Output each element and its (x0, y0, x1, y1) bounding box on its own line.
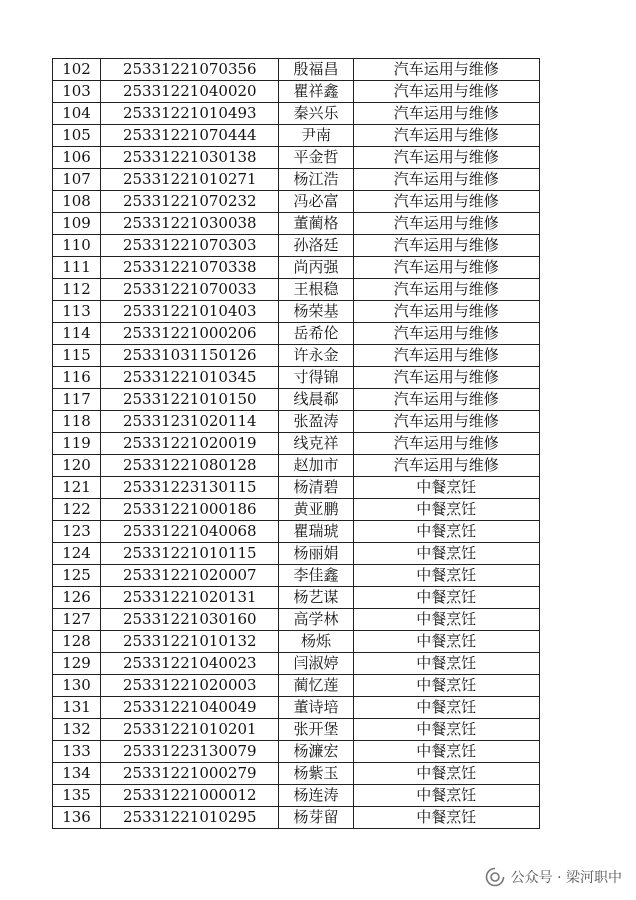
student-name-cell: 杨荣基 (279, 301, 353, 323)
student-id-cell: 25331231020114 (101, 411, 279, 433)
major-cell: 汽车运用与维修 (353, 103, 539, 125)
student-name-cell: 孙洛廷 (279, 235, 353, 257)
student-id-cell: 25331221040023 (101, 653, 279, 675)
row-number-cell: 123 (53, 521, 101, 543)
student-name-cell: 杨丽娟 (279, 543, 353, 565)
student-name-cell: 尚丙强 (279, 257, 353, 279)
student-name-cell: 杨紫玉 (279, 763, 353, 785)
major-cell: 汽车运用与维修 (353, 191, 539, 213)
row-number-cell: 114 (53, 323, 101, 345)
watermark (485, 866, 622, 888)
row-number-cell: 118 (53, 411, 101, 433)
student-id-cell: 25331221040020 (101, 81, 279, 103)
table-row (53, 125, 540, 147)
major-cell: 中餐烹饪 (353, 653, 539, 675)
table-row (53, 455, 540, 477)
student-name-cell: 许永金 (279, 345, 353, 367)
student-id-cell: 25331221080128 (101, 455, 279, 477)
row-number-cell: 106 (53, 147, 101, 169)
major-cell: 中餐烹饪 (353, 631, 539, 653)
table-row (53, 323, 540, 345)
student-name-cell: 闫淑婷 (279, 653, 353, 675)
major-cell: 中餐烹饪 (353, 697, 539, 719)
major-cell: 中餐烹饪 (353, 785, 539, 807)
student-id-cell: 25331221030038 (101, 213, 279, 235)
major-cell: 中餐烹饪 (353, 543, 539, 565)
watermark-text: 公众号 · 梁河职中 (510, 870, 622, 886)
table-row (53, 675, 540, 697)
table-row (53, 785, 540, 807)
student-id-cell: 25331223130115 (101, 477, 279, 499)
student-id-cell: 25331221010150 (101, 389, 279, 411)
major-cell: 汽车运用与维修 (353, 433, 539, 455)
student-name-cell: 李佳鑫 (279, 565, 353, 587)
row-number-cell: 126 (53, 587, 101, 609)
table-row (53, 565, 540, 587)
table-row (53, 59, 540, 81)
major-cell: 汽车运用与维修 (353, 257, 539, 279)
row-number-cell: 122 (53, 499, 101, 521)
row-number-cell: 129 (53, 653, 101, 675)
major-cell: 汽车运用与维修 (353, 301, 539, 323)
student-name-cell: 杨芽留 (279, 807, 353, 829)
student-id-cell: 25331221020131 (101, 587, 279, 609)
table-row (53, 631, 540, 653)
major-cell: 汽车运用与维修 (353, 235, 539, 257)
major-cell: 汽车运用与维修 (353, 345, 539, 367)
student-name-cell: 董诗培 (279, 697, 353, 719)
student-name-cell: 高学林 (279, 609, 353, 631)
table-body (53, 59, 540, 829)
major-cell: 汽车运用与维修 (353, 455, 539, 477)
major-cell: 中餐烹饪 (353, 763, 539, 785)
row-number-cell: 133 (53, 741, 101, 763)
major-cell: 中餐烹饪 (353, 499, 539, 521)
student-id-cell: 25331221070338 (101, 257, 279, 279)
student-name-cell: 张开堡 (279, 719, 353, 741)
table-row (53, 543, 540, 565)
row-number-cell: 134 (53, 763, 101, 785)
student-name-cell: 瞿瑞琥 (279, 521, 353, 543)
row-number-cell: 104 (53, 103, 101, 125)
major-cell: 汽车运用与维修 (353, 279, 539, 301)
student-name-cell: 杨濂宏 (279, 741, 353, 763)
student-id-cell: 25331221020007 (101, 565, 279, 587)
student-id-cell: 25331221000012 (101, 785, 279, 807)
student-id-cell: 25331221030160 (101, 609, 279, 631)
student-name-cell: 瞿祥鑫 (279, 81, 353, 103)
table-row (53, 499, 540, 521)
row-number-cell: 125 (53, 565, 101, 587)
table-row (53, 257, 540, 279)
student-id-cell: 25331221070303 (101, 235, 279, 257)
student-id-cell: 25331221010493 (101, 103, 279, 125)
table-row (53, 521, 540, 543)
major-cell: 汽车运用与维修 (353, 169, 539, 191)
student-name-cell: 殷福昌 (279, 59, 353, 81)
table-row (53, 147, 540, 169)
major-cell: 中餐烹饪 (353, 609, 539, 631)
table-row (53, 235, 540, 257)
table-row (53, 103, 540, 125)
row-number-cell: 108 (53, 191, 101, 213)
row-number-cell: 128 (53, 631, 101, 653)
row-number-cell: 112 (53, 279, 101, 301)
student-name-cell: 杨清碧 (279, 477, 353, 499)
student-id-cell: 25331221070444 (101, 125, 279, 147)
row-number-cell: 116 (53, 367, 101, 389)
table-row (53, 477, 540, 499)
table-row (53, 609, 540, 631)
student-name-cell: 蔺忆莲 (279, 675, 353, 697)
student-id-cell: 25331223130079 (101, 741, 279, 763)
row-number-cell: 130 (53, 675, 101, 697)
wechat-official-account-icon (485, 867, 505, 887)
student-name-cell: 杨连涛 (279, 785, 353, 807)
major-cell: 汽车运用与维修 (353, 147, 539, 169)
table-row (53, 191, 540, 213)
table-row (53, 763, 540, 785)
table-row (53, 433, 540, 455)
student-name-cell: 杨艺谋 (279, 587, 353, 609)
row-number-cell: 115 (53, 345, 101, 367)
table-row (53, 301, 540, 323)
major-cell: 中餐烹饪 (353, 521, 539, 543)
student-id-cell: 25331221040068 (101, 521, 279, 543)
student-name-cell: 秦兴乐 (279, 103, 353, 125)
student-name-cell: 线克祥 (279, 433, 353, 455)
table-row (53, 367, 540, 389)
major-cell: 汽车运用与维修 (353, 59, 539, 81)
table-row (53, 807, 540, 829)
student-name-cell: 平金哲 (279, 147, 353, 169)
row-number-cell: 103 (53, 81, 101, 103)
major-cell: 汽车运用与维修 (353, 213, 539, 235)
student-id-cell: 25331221040049 (101, 697, 279, 719)
student-name-cell: 张盈涛 (279, 411, 353, 433)
table-row (53, 697, 540, 719)
table-row (53, 169, 540, 191)
table-row (53, 389, 540, 411)
student-id-cell: 25331221070356 (101, 59, 279, 81)
student-id-cell: 25331221030138 (101, 147, 279, 169)
row-number-cell: 113 (53, 301, 101, 323)
table-row (53, 213, 540, 235)
row-number-cell: 109 (53, 213, 101, 235)
row-number-cell: 132 (53, 719, 101, 741)
row-number-cell: 107 (53, 169, 101, 191)
major-cell: 汽车运用与维修 (353, 367, 539, 389)
row-number-cell: 135 (53, 785, 101, 807)
major-cell: 中餐烹饪 (353, 565, 539, 587)
row-number-cell: 117 (53, 389, 101, 411)
table-row (53, 81, 540, 103)
row-number-cell: 136 (53, 807, 101, 829)
major-cell: 中餐烹饪 (353, 719, 539, 741)
major-cell: 汽车运用与维修 (353, 411, 539, 433)
student-name-cell: 寸得锦 (279, 367, 353, 389)
student-id-cell: 25331221010132 (101, 631, 279, 653)
student-name-cell: 王根稳 (279, 279, 353, 301)
major-cell: 汽车运用与维修 (353, 81, 539, 103)
student-id-cell: 25331221010201 (101, 719, 279, 741)
major-cell: 汽车运用与维修 (353, 125, 539, 147)
table-row (53, 411, 540, 433)
table-row (53, 653, 540, 675)
row-number-cell: 105 (53, 125, 101, 147)
student-id-cell: 25331221020019 (101, 433, 279, 455)
student-id-cell: 25331221010115 (101, 543, 279, 565)
student-id-cell: 25331221010271 (101, 169, 279, 191)
student-name-cell: 冯必富 (279, 191, 353, 213)
major-cell: 汽车运用与维修 (353, 323, 539, 345)
student-id-cell: 25331221000206 (101, 323, 279, 345)
major-cell: 中餐烹饪 (353, 477, 539, 499)
student-id-cell: 25331221070033 (101, 279, 279, 301)
major-cell: 中餐烹饪 (353, 807, 539, 829)
row-number-cell: 110 (53, 235, 101, 257)
student-name-cell: 杨江浩 (279, 169, 353, 191)
table-row (53, 345, 540, 367)
student-id-cell: 25331221000186 (101, 499, 279, 521)
student-id-cell: 25331031150126 (101, 345, 279, 367)
row-number-cell: 127 (53, 609, 101, 631)
student-name-cell: 黄亚鹏 (279, 499, 353, 521)
student-name-cell: 杨烁 (279, 631, 353, 653)
row-number-cell: 119 (53, 433, 101, 455)
table-row (53, 587, 540, 609)
student-id-cell: 25331221070232 (101, 191, 279, 213)
row-number-cell: 131 (53, 697, 101, 719)
student-name-cell: 赵加市 (279, 455, 353, 477)
student-name-cell: 岳希伦 (279, 323, 353, 345)
student-name-cell: 尹南 (279, 125, 353, 147)
row-number-cell: 124 (53, 543, 101, 565)
student-list-table (52, 58, 540, 829)
row-number-cell: 102 (53, 59, 101, 81)
student-id-cell: 25331221010345 (101, 367, 279, 389)
major-cell: 中餐烹饪 (353, 587, 539, 609)
row-number-cell: 111 (53, 257, 101, 279)
student-name-cell: 董蔺格 (279, 213, 353, 235)
student-id-cell: 25331221010403 (101, 301, 279, 323)
table-row (53, 741, 540, 763)
table-row (53, 279, 540, 301)
major-cell: 汽车运用与维修 (353, 389, 539, 411)
row-number-cell: 121 (53, 477, 101, 499)
major-cell: 中餐烹饪 (353, 741, 539, 763)
student-id-cell: 25331221020003 (101, 675, 279, 697)
major-cell: 中餐烹饪 (353, 675, 539, 697)
table-row (53, 719, 540, 741)
student-id-cell: 25331221010295 (101, 807, 279, 829)
row-number-cell: 120 (53, 455, 101, 477)
student-id-cell: 25331221000279 (101, 763, 279, 785)
student-name-cell: 线晨郗 (279, 389, 353, 411)
